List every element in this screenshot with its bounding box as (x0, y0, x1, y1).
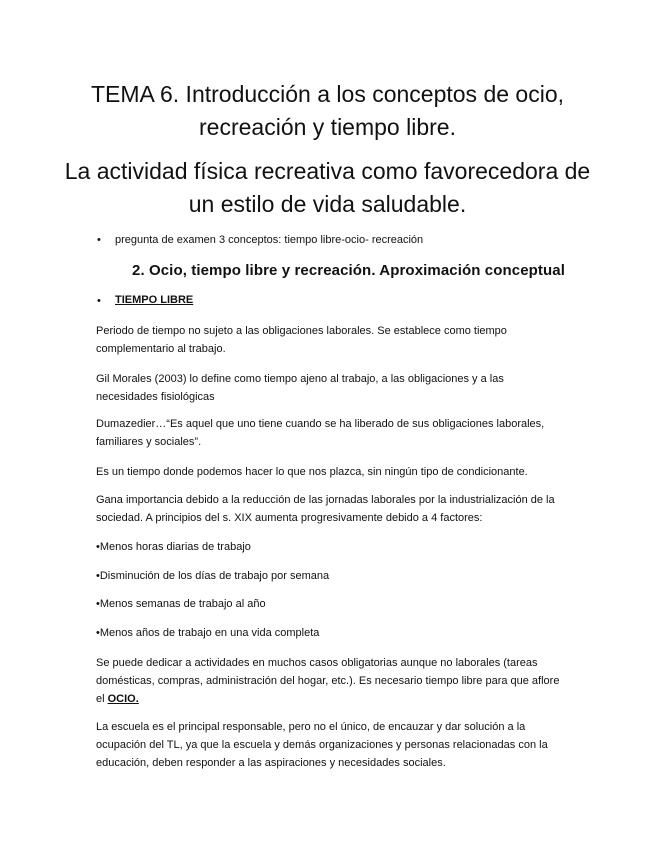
paragraph: Dumazedier…“Es aquel que uno tiene cuando se ha liberado de sus obligaciones laborales, familiares y sociales”. (96, 418, 545, 448)
section-heading: 2. Ocio, tiempo libre y recreación. Aproximación conceptual (132, 262, 565, 279)
list-item: •Menos semanas de trabajo al año (96, 598, 266, 610)
subheading-tiempo-libre: TIEMPO LIBRE (115, 294, 194, 306)
exam-note: pregunta de examen 3 conceptos: tiempo libre-ocio- recreación (115, 234, 424, 246)
paragraph: Es un tiempo donde podemos hacer lo que nos plazca, sin ningún tipo de condicionante. (96, 466, 528, 478)
paragraph: La escuela es el principal responsable, pero no el único, de encauzar y dar solución a la ocupación del TL, ya que la escuela y demás organizaciones y personas relacionadas con la educación, deben responder a las aspiraciones y necesidades sociales. (96, 721, 548, 769)
paragraph (96, 654, 566, 708)
closing-text: Se puede dedicar a actividades en muchos casos obligatorias aunque no laborales (tareas domésticas, compras, administración del hogar, etc.). Es necesario tiempo libre para que aflore el (96, 657, 560, 705)
paragraph: Gil Morales (2003) lo define como tiempo ajeno al trabajo, a las obligaciones y a las necesidades fisiológicas (96, 373, 504, 403)
paragraph: Periodo de tiempo no sujeto a las obligaciones laborales. Se establece como tiempo complementario al trabajo. (96, 325, 507, 355)
paragraph: Gana importancia debido a la reducción de las jornadas laborales por la industrialización de la sociedad. A principios del s. XIX aumenta progresivamente debido a 4 factores: (96, 494, 555, 524)
bullet-icon: • (97, 234, 101, 246)
list-item: •Disminución de los días de trabajo por semana (96, 570, 330, 582)
ocio-highlight: OCIO. (107, 693, 139, 705)
list-item: •Menos años de trabajo en una vida completa (96, 627, 320, 639)
document-subtitle: La actividad física recreativa como favorecedora de un estilo de vida saludable. (64, 158, 591, 217)
document-title: TEMA 6. Introducción a los conceptos de ocio, recreación y tiempo libre. (90, 81, 565, 140)
list-item: •Menos horas diarias de trabajo (96, 541, 251, 553)
bullet-icon: • (97, 295, 101, 307)
